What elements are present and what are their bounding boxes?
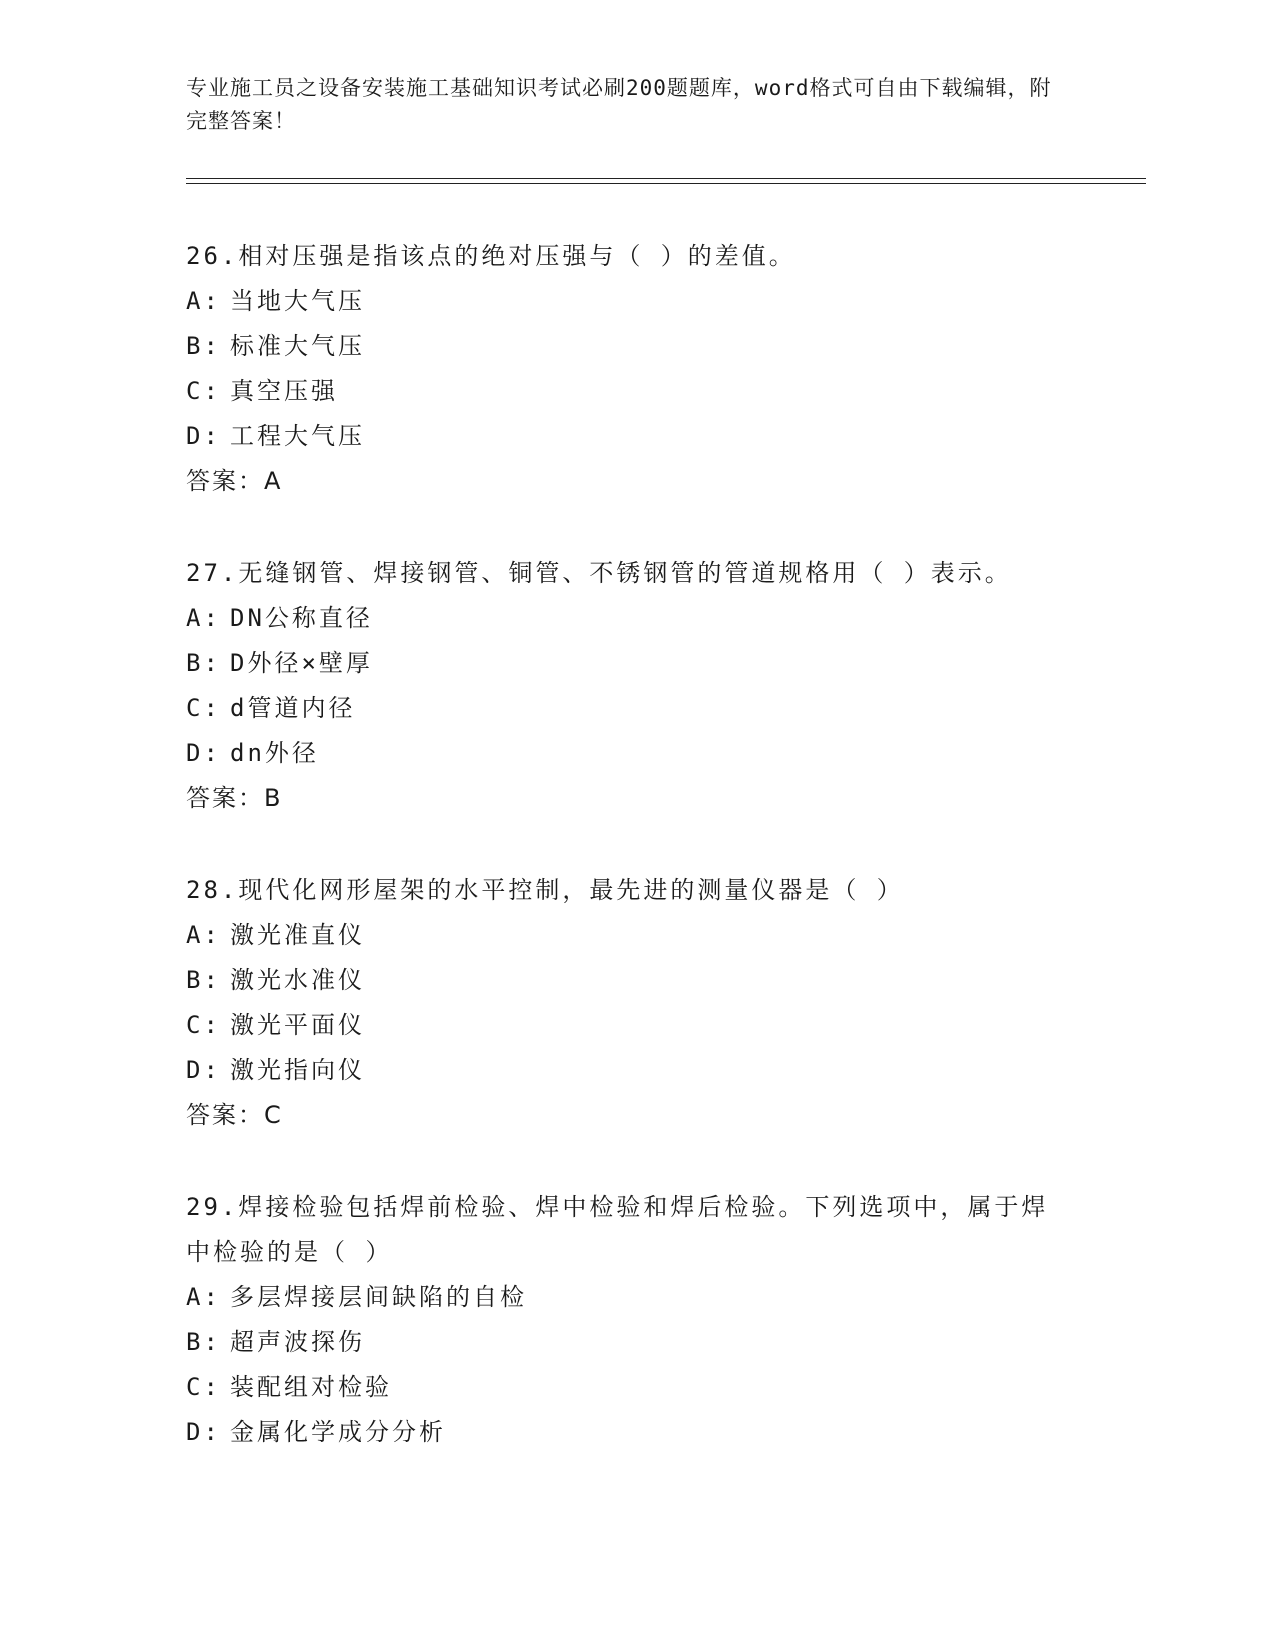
- option-c: [186, 1365, 1146, 1410]
- option-text: 当地大气压: [230, 287, 365, 315]
- option-text: 超声波探伤: [230, 1328, 365, 1356]
- answer-label: 答案：A: [186, 467, 283, 495]
- option-b: [186, 641, 1146, 686]
- question-list: [186, 234, 1146, 1455]
- document-header-title: 专业施工员之设备安装施工基础知识考试必刷200题题库，word格式可自由下载编辑，附完整答案！: [186, 76, 1052, 133]
- option-text: 真空压强: [230, 377, 338, 405]
- option-text: DN公称直径: [230, 604, 373, 632]
- option-a: [186, 913, 1146, 958]
- option-a: [186, 596, 1146, 641]
- option-d: [186, 1048, 1146, 1093]
- question-stem: 29.焊接检验包括焊前检验、焊中检验和焊后检验。下列选项中，属于焊中检验的是（ ）: [186, 1193, 1049, 1266]
- option-text: 标准大气压: [230, 332, 365, 360]
- option-c: [186, 1003, 1146, 1048]
- option-c: [186, 686, 1146, 731]
- option-text: D外径×壁厚: [230, 649, 373, 677]
- option-letter: D:: [186, 1056, 221, 1084]
- question-stem: 27.无缝钢管、焊接钢管、铜管、不锈钢管的管道规格用（ ）表示。: [186, 559, 1012, 587]
- option-d: [186, 414, 1146, 459]
- option-letter: C:: [186, 1373, 221, 1401]
- option-letter: D:: [186, 422, 221, 450]
- document-page: [186, 72, 1146, 1502]
- option-text: 激光平面仪: [230, 1011, 365, 1039]
- question-stem: 26.相对压强是指该点的绝对压强与（ ）的差值。: [186, 242, 796, 270]
- answer-label: 答案：B: [186, 784, 283, 812]
- option-letter: B:: [186, 1328, 221, 1356]
- option-letter: C:: [186, 1011, 221, 1039]
- option-letter: D:: [186, 739, 221, 767]
- question-stem: 28.现代化网形屋架的水平控制，最先进的测量仪器是（ ）: [186, 876, 904, 904]
- option-letter: A:: [186, 1283, 221, 1311]
- option-text: 多层焊接层间缺陷的自检: [230, 1283, 527, 1311]
- option-b: [186, 1320, 1146, 1365]
- option-letter: B:: [186, 649, 221, 677]
- option-a: [186, 1275, 1146, 1320]
- option-b: [186, 958, 1146, 1003]
- question-26: [186, 234, 1146, 504]
- option-d: [186, 731, 1146, 776]
- option-d: [186, 1410, 1146, 1455]
- answer-label: 答案：C: [186, 1101, 283, 1129]
- option-text: 激光指向仪: [230, 1056, 365, 1084]
- option-letter: D:: [186, 1418, 221, 1446]
- option-letter: C:: [186, 377, 221, 405]
- option-text: d管道内径: [230, 694, 356, 722]
- option-letter: B:: [186, 332, 221, 360]
- option-letter: C:: [186, 694, 221, 722]
- option-text: 装配组对检验: [230, 1373, 392, 1401]
- option-letter: A:: [186, 604, 221, 632]
- option-text: dn外径: [230, 739, 319, 767]
- option-a: [186, 279, 1146, 324]
- option-b: [186, 324, 1146, 369]
- option-text: 工程大气压: [230, 422, 365, 450]
- option-text: 金属化学成分分析: [230, 1418, 446, 1446]
- header-double-rule: [186, 178, 1146, 184]
- question-27: [186, 551, 1146, 821]
- option-letter: A:: [186, 921, 221, 949]
- question-28: [186, 868, 1146, 1138]
- option-letter: A:: [186, 287, 221, 315]
- option-text: 激光水准仪: [230, 966, 365, 994]
- option-c: [186, 369, 1146, 414]
- option-letter: B:: [186, 966, 221, 994]
- option-text: 激光准直仪: [230, 921, 365, 949]
- question-29: [186, 1185, 1146, 1455]
